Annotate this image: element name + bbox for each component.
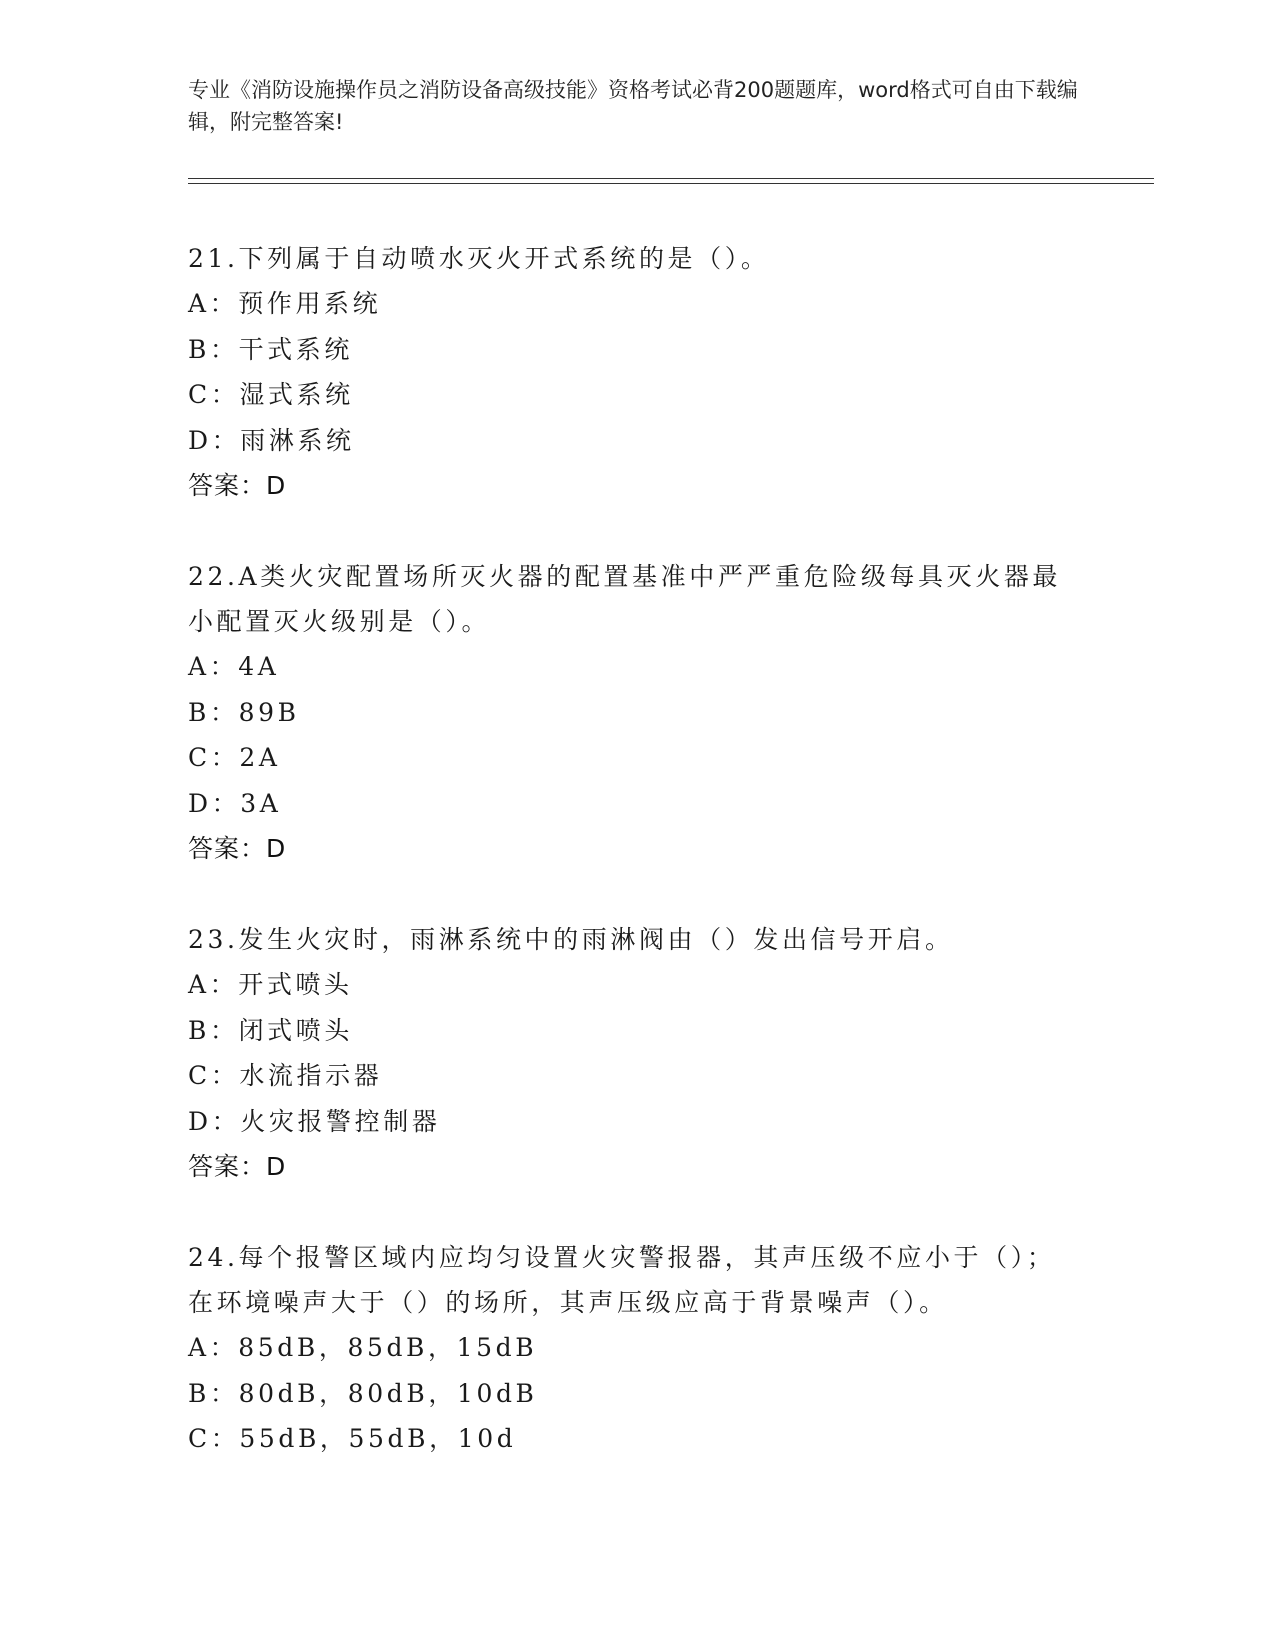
question-list	[188, 236, 1068, 1462]
answer-line: 答案：D	[188, 471, 287, 500]
option-b: B：89B	[188, 697, 300, 727]
option-d: D：3A	[188, 788, 282, 818]
question-23	[188, 917, 1068, 1189]
question-stem: 23.发生火灾时，雨淋系统中的雨淋阀由（）发出信号开启。	[188, 925, 954, 954]
option-d: D：火灾报警控制器	[188, 1106, 441, 1136]
header-divider-bottom	[188, 183, 1154, 184]
option-a: A：85dB，85dB，15dB	[188, 1333, 538, 1362]
option-a: A：4A	[188, 652, 280, 681]
option-b: B：80dB，80dB，10dB	[188, 1378, 538, 1408]
question-22	[188, 554, 1068, 871]
option-c: C：2A	[188, 743, 281, 772]
header-divider-top	[188, 178, 1154, 179]
document-header: 专业《消防设施操作员之消防设备高级技能》资格考试必背200题题库，word格式可自由下载编辑，附完整答案!	[188, 78, 1078, 134]
option-b: B：闭式喷头	[188, 1015, 353, 1045]
question-21	[188, 236, 1068, 508]
option-b: B：干式系统	[188, 334, 353, 364]
option-c: C：55dB，55dB，10d	[188, 1424, 517, 1453]
option-a: A：预作用系统	[188, 289, 382, 318]
answer-line: 答案：D	[188, 1152, 287, 1181]
question-stem: 24.每个报警区域内应均匀设置火灾警报器，其声压级不应小于（）；在环境噪声大于（）的场所，其声压级应高于背景噪声（）。	[188, 1243, 1056, 1317]
question-stem: 21.下列属于自动喷水灭火开式系统的是（）。	[188, 244, 770, 273]
option-c: C：湿式系统	[188, 380, 354, 409]
option-a: A：开式喷头	[188, 970, 353, 999]
option-d: D：雨淋系统	[188, 425, 355, 455]
question-stem: 22.A类火灾配置场所灭火器的配置基准中严严重危险级每具灭火器最小配置灭火级别是（）。	[188, 562, 1062, 636]
question-24	[188, 1235, 1068, 1462]
answer-line: 答案：D	[188, 834, 287, 863]
option-c: C：水流指示器	[188, 1061, 383, 1090]
